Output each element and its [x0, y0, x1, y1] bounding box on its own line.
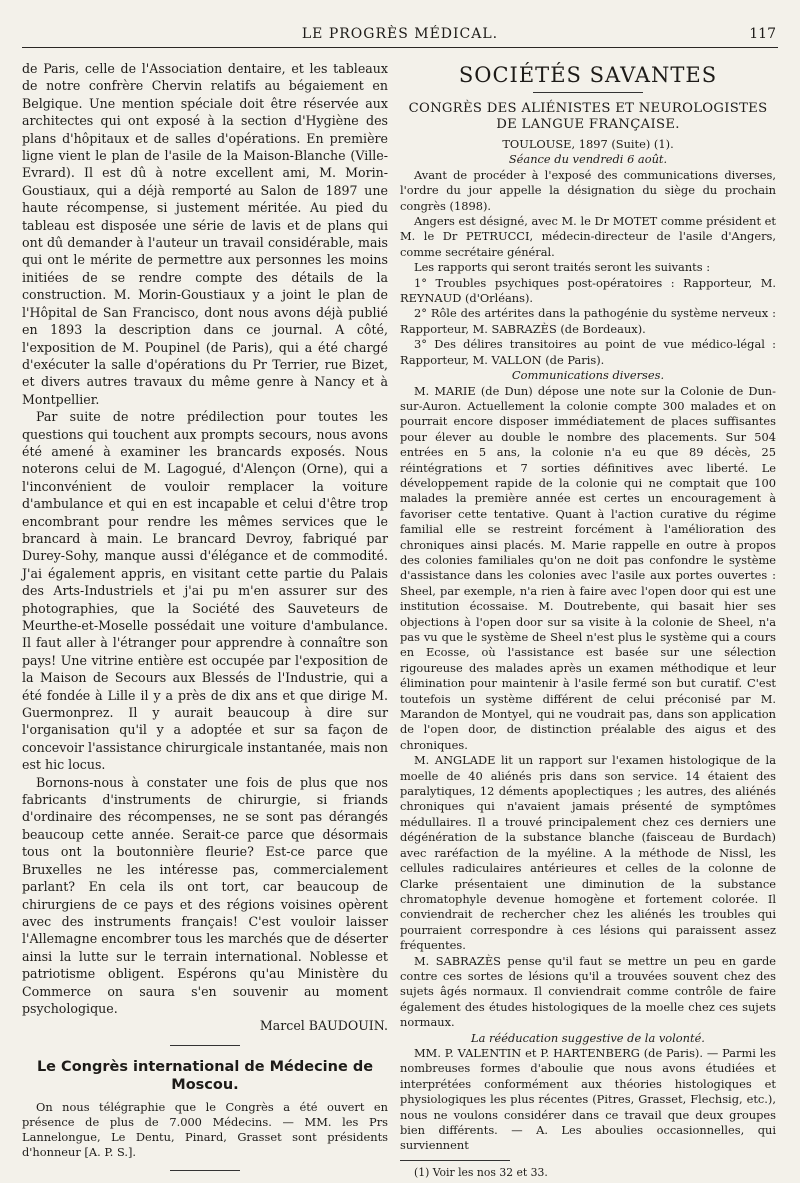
journal-title: LE PROGRÈS MÉDICAL.	[301, 26, 499, 42]
page-number: 117	[749, 26, 776, 42]
left-paragraph-3: Bornons-nous à constater une fois de plus que nos fabricants d'instruments de chirurgie, si friands d'ordinaire des récompenses, ne se sont pas dérangés beaucoup cette année. Serait-ce parce que désormais tous ont la boutonnière fleurie? Est-ce parce que Bruxelles ne les intéresse pas, commercialement parlant? En cela ils ont tort, car beaucoup de chirurgiens de ce pays et des régions voisines opèrent avec des instruments français! C'est vouloir laisser l'Allemagne encombrer tous les marchés que de déserter ainsi la lutte sur le terrain international. Noblesse et patriotisme obligent. Espérons qu'au Ministère du Commerce on saura s'en souvenir au moment psychologique.	[22, 774, 388, 1016]
left-column	[22, 60, 388, 1183]
report-item-3: 3° Des délires transitoires au point de vue médico-légal : Rapporteur, M. VALLON (de Paris).	[400, 337, 776, 367]
right-paragraph-2: Angers est désigné, avec M. le Dr MOTET comme président et M. le Dr PETRUCCI, médecin-directeur de l'asile d'Angers, comme secrétaire général.	[400, 214, 776, 259]
societes-savantes-heading: SOCIÉTÉS SAVANTES	[458, 63, 718, 87]
left-paragraph-1: de Paris, celle de l'Association dentaire, et les tableaux de notre confrère Chervin relatifs au bégaiement en Belgique. Une mention spéciale doit être réservée aux architectes qui ont exposé à la section d'Hygiène des plans d'hôpitaux et de salles d'opérations. En première ligne vient le plan de l'asile de la Maison-Blanche (Ville-Evrard). Il est dû à notre excellent ami, M. Morin-Goustiaux, qui a déjà remporté au Salon de 1897 une haute récompense, si justement méritée. Au pied du tableau est disposée une série de lavis et de plans qui ont dû demander à l'auteur un travail considérable, mais qui ont le mérite de permettre aux personnes les moins initiées de se rendre compte des détails de la construction. M. Morin-Goustiaux y a joint le plan de l'Hôpital de San Francisco, dont nous avons déjà publié en 1893 la description dans ce journal. A côté, l'exposition de M. Poupinel (de Paris), qui a été chargé d'exécuter la salle d'opérations du Pr Terrier, rue Bizet, et divers autres travaux du même genre à Nancy et à Montpellier.	[22, 61, 388, 407]
moscow-congress-text: On nous télégraphie que le Congrès a été ouvert en présence de plus de 7.000 Médecins. — MM. les Prs Lannelongue, Le Dentu, Pinard, Grasset sont présidents d'honneur [A. P. S.].	[22, 1099, 388, 1159]
communications-heading: Communications diverses.	[511, 368, 665, 383]
place-line: TOULOUSE, 1897 (Suite) (1).	[502, 137, 674, 151]
moscow-congress-title: Le Congrès international de Médecine de Moscou.	[36, 1058, 374, 1093]
divider-rule	[170, 1045, 240, 1046]
footnote-rule	[400, 1160, 510, 1161]
communication-sabrazes: M. SABRAZÈS pense qu'il faut se mettre un peu en garde contre ces sortes de lésions qu'il a trouvées souvent chez des sujets âgés normaux. Il conviendrait comme contrôle de faire également des études histologiques de la moelle chez ces sujets normaux.	[400, 953, 776, 1030]
reeducation-text: MM. P. VALENTIN et P. HARTENBERG (de Paris). — Parmi les nombreuses formes d'aboulie que nous avons étudiées et interprétées conformément aux théories histologiques et physiologiques les plus récentes (Pitres, Grasset, Flechsig, etc.), nous ne voulons considérer dans ce travail que deux groupes bien différents. — A. Les aboulies occasionnelles, qui surviennent	[400, 1045, 776, 1153]
report-item-2: 2° Rôle des artérites dans la pathogénie du système nerveux : Rapporteur, M. SABRAZÈS (de Bordeaux).	[400, 306, 776, 336]
reeducation-heading: La rééducation suggestive de la volonté.	[471, 1030, 705, 1045]
right-paragraph-3: Les rapports qui seront traités seront les suivants :	[414, 260, 711, 275]
heading-rule	[533, 92, 643, 93]
communication-marie: M. MARIE (de Dun) dépose une note sur la Colonie de Dun-sur-Auron. Actuellement la colonie compte 300 malades et on pourrait encore disposer immédiatement de places suffisantes pour élever au double le nombre des placements. Sur 504 entrées en 5 ans, la colonie n'a eu que 89 décès, 25 réintégrations et 7 sorties définitives avec liberté. Le développement rapide de la colonie qui ne comptait que 100 malades la première année est certes un encouragement à favoriser cette tentative. Quant à l'action curative du régime familial elle se restreint forcément à l'amélioration des chroniques ainsi placés. M. Marie rappelle en outre à propos des colonies familiales qu'on ne doit pas confondre le système d'assistance dans les colonies avec l'asile aux portes ouvertes : Sheel, par exemple, n'a rien à faire avec l'open door qui est une institution écossaise. M. Doutrebente, qui basait hier ses objections à l'open door sur sa visite à la colonie de Sheel, n'a pas vu que le système de Sheel n'est plus le système qui a cours en Ecosse, où l'assistance est basée sur une sélection rigoureuse des malades après un examen méthodique et leur élimination pour maintenir à l'asile fermé son but curatif. C'est toutefois un système différent de celui préconisé par M. Marandon de Montyel, qui ne voudrait pas, dans son application de l'open door, de distinction préalable des aigus et des chroniques.	[400, 383, 776, 752]
report-item-1: 1° Troubles psychiques post-opératoires : Rapporteur, M. REYNAUD (d'Orléans).	[400, 275, 776, 306]
communication-anglade: M. ANGLADE lit un rapport sur l'examen histologique de la moelle de 40 aliénés pris dans son service. 14 étaient des paralytiques, 12 déments apoplectiques ; les autres, des aliénés chroniques qui n'avaient jamais présenté de symptômes médullaires. Il a trouvé principalement chez ces derniers une dégénération de la substance blanche (faisceau de Burdach) avec raréfaction de la myéline. A la méthode de Nissl, les cellules radiculaires antérieures et celles de la colonne de Clarke présentaient une diminution de la substance chromatophyle devenue homogène et fortement colorée. Il conviendrait de rechercher chez les aliénés les troubles qui pourraient correspondre à ces lésions qui paraissent assez fréquentes.	[400, 753, 776, 953]
footnote: (1) Voir les nos 32 et 33.	[414, 1165, 548, 1179]
header-rule	[22, 47, 778, 48]
left-paragraph-2: Par suite de notre prédilection pour toutes les questions qui touchent aux prompts secours, nous avons été amené à examiner les brancards exposés. Nous noterons celui de M. Lagogué, d'Alençon (Orne), qui a l'inconvénient de vouloir remplacer la voiture d'ambulance et qui en est incapable et celui d'être trop encombrant pour rendre les mêmes services que le brancard à main. Le brancard Devroy, fabriqué par Durey-Sohy, manque aussi d'élégance et de commodité. J'ai également appris, en visitant cette partie du Palais des Arts-Industriels et j'ai pu m'en assurer sur des photographies, que la Société des Sauveteurs de Meurthe-et-Moselle possédait une voiture d'ambulance. Il faut aller à l'étranger pour apprendre à connaître son pays! Une vitrine entière est occupée par l'exposition de la Maison de Secours aux Blessés de l'Industrie, qui a été fondée à Lille il y a près de dix ans et que dirige M. Guermonprez. Il y aurait beaucoup à dire sur l'organisation qu'il y a adoptée et sur sa façon de concevoir l'assistance chirurgicale instantanée, mais non est hic locus.	[22, 409, 388, 773]
congress-subheading: CONGRÈS DES ALIÉNISTES ET NEUROLOGISTES DE LANGUE FRANÇAISE.	[408, 101, 768, 132]
end-rule	[170, 1170, 240, 1171]
running-head	[0, 26, 800, 46]
right-paragraph-1: Avant de procéder à l'exposé des communications diverses, l'ordre du jour appelle la désignation du siège du prochain congrès (1898).	[400, 167, 776, 213]
session-line: Séance du vendredi 6 août.	[508, 152, 668, 167]
right-column	[400, 60, 776, 1180]
author-signature: Marcel BAUDOUIN.	[259, 1018, 388, 1034]
